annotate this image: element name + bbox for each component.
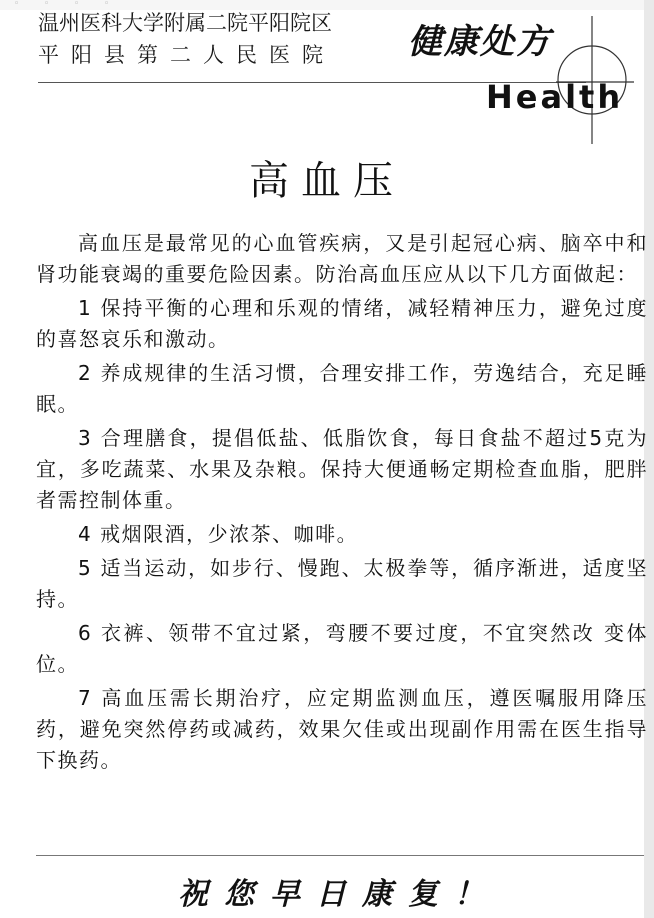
brand-title-english: Health <box>486 78 624 116</box>
toolbar-mark-icon: ◦ <box>104 0 110 9</box>
advice-item-1: 1 保持平衡的心理和乐观的情绪，减轻精神压力，避免过度的喜怒哀乐和激动。 <box>36 296 648 351</box>
toolbar-mark-icon: ◦ <box>44 0 50 9</box>
viewer-top-strip <box>0 0 654 10</box>
footer-rule <box>36 855 644 856</box>
article-body <box>36 228 648 779</box>
footer-blessing: 祝您早日康复！ <box>178 877 500 912</box>
advice-item-6: 6 衣裤、领带不宜过紧，弯腰不要过度，不宜突然改 变体位。 <box>36 621 648 676</box>
advice-item-7: 7 高血压需长期治疗，应定期监测血压，遵医嘱服用降压药，避免突然停药或减药，效果欠佳或出现副作用需在医生指导下换药。 <box>36 686 648 772</box>
intro-paragraph: 高血压是最常见的心血管疾病，又是引起冠心病、脑卒中和肾功能衰竭的重要危险因素。防治高血压应从以下几方面做起： <box>36 231 648 286</box>
hospital-name-line-1: 温州医科大学附属二院平阳院区 <box>38 11 332 35</box>
hospital-name-line-2: 平阳县第二人民医院 <box>38 43 335 67</box>
advice-item-3: 3 合理膳食，提倡低盐、低脂饮食，每日食盐不超过5克为宜，多吃蔬菜、水果及杂粮。保持大便通畅定期检查血脂，肥胖者需控制体重。 <box>36 426 648 512</box>
brand-title-chinese: 健康处方 <box>408 22 552 62</box>
toolbar-mark-icon: ◦ <box>74 0 80 9</box>
advice-item-5: 5 适当运动，如步行、慢跑、太极拳等，循序渐进，适度坚持。 <box>36 556 648 611</box>
page-title: 高血压 <box>249 158 405 204</box>
advice-item-2: 2 养成规律的生活习惯，合理安排工作，劳逸结合，充足睡眠。 <box>36 361 648 416</box>
toolbar-mark-icon: ◦ <box>14 0 20 9</box>
advice-item-4: 4 戒烟限酒，少浓茶、咖啡。 <box>78 522 359 546</box>
